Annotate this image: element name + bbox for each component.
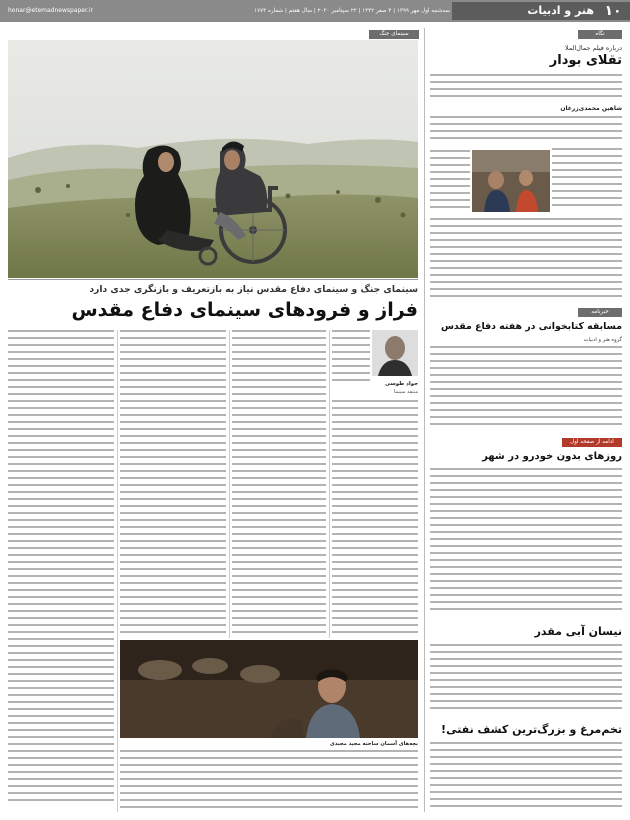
page-number: ۱۰: [604, 3, 622, 19]
right-title: تقلای بودار: [549, 53, 622, 68]
article-column-2: [232, 330, 326, 640]
right-body-4: [430, 218, 622, 306]
news1-tag: خبرنامه: [578, 308, 622, 317]
news1-title: مسابقه کتابخوانی در هفته دفاع مقدس: [440, 321, 622, 332]
right-body-2: [552, 148, 622, 214]
article-column-1: [332, 330, 370, 390]
col-sep-2: [229, 330, 230, 638]
news3-title: نیسان آبی مقدر: [534, 625, 622, 638]
photo-caption: بچه‌های آسمان ساخته مجید مجیدی: [329, 741, 418, 747]
caption-text: [120, 750, 418, 812]
article-column-1b: [332, 400, 418, 640]
news4-title: تخم‌مرغ و بزرگ‌ترین کشف نفتی!: [441, 723, 622, 736]
article-column-3: [120, 330, 226, 640]
right-body-3: [430, 150, 470, 214]
news3-body: [430, 644, 622, 716]
child-scene-image: [120, 640, 418, 738]
author-name: جواد طوسی: [385, 381, 418, 387]
email-link[interactable]: honar@etemadnewspaper.ir: [8, 7, 93, 14]
news4-body: [430, 742, 622, 812]
wheelchair-scene-image: [8, 40, 418, 278]
news2-body: [430, 468, 622, 618]
author-photo: [372, 330, 418, 376]
news2-title: روزهای بدون خودرو در شهر: [482, 451, 622, 462]
right-body-1: [430, 116, 622, 146]
right-author: شاهین محمدی‌زرغان: [560, 105, 622, 112]
film-still-image: [472, 150, 550, 212]
date-line: سه‌شنبه اول مهر ۱۳۹۹ | ۴ صفر ۱۴۴۲ | ۲۲ سپتامبر ۲۰۲۰ | سال هفتم | شماره ۱۷۷۴: [254, 8, 450, 14]
section-title: هنر و ادبیات: [527, 4, 594, 17]
author-role: منتقد سینما: [393, 389, 418, 395]
news1-sub: گروه هنر و ادبیات: [583, 337, 622, 343]
right-kicker: درباره فیلم جمال‌الملا: [565, 44, 622, 52]
right-column-rule: [424, 28, 425, 812]
main-title: فراز و فرودهای سینمای دفاع مقدس: [71, 299, 418, 321]
secondary-photo: [120, 640, 418, 738]
right-intro-text: [430, 74, 622, 104]
col-sep-1: [117, 330, 118, 812]
news1-body: [430, 346, 622, 434]
col-sep-3: [329, 330, 330, 638]
photo-bottom-rule: [8, 279, 418, 280]
news2-tag: ادامه از صفحه اول: [562, 438, 622, 447]
main-article-tag: سینمای جنگ: [369, 30, 419, 39]
article-column-4: [8, 330, 114, 810]
author-box: [372, 330, 418, 376]
main-photo: [8, 40, 418, 278]
main-subtitle: سینمای جنگ و سینمای دفاع مقدس نیاز به بازتعریف و بازنگری جدی دارد: [89, 284, 418, 295]
right-photo: [472, 150, 550, 212]
right-tag-nazar: نگاه: [578, 30, 622, 39]
